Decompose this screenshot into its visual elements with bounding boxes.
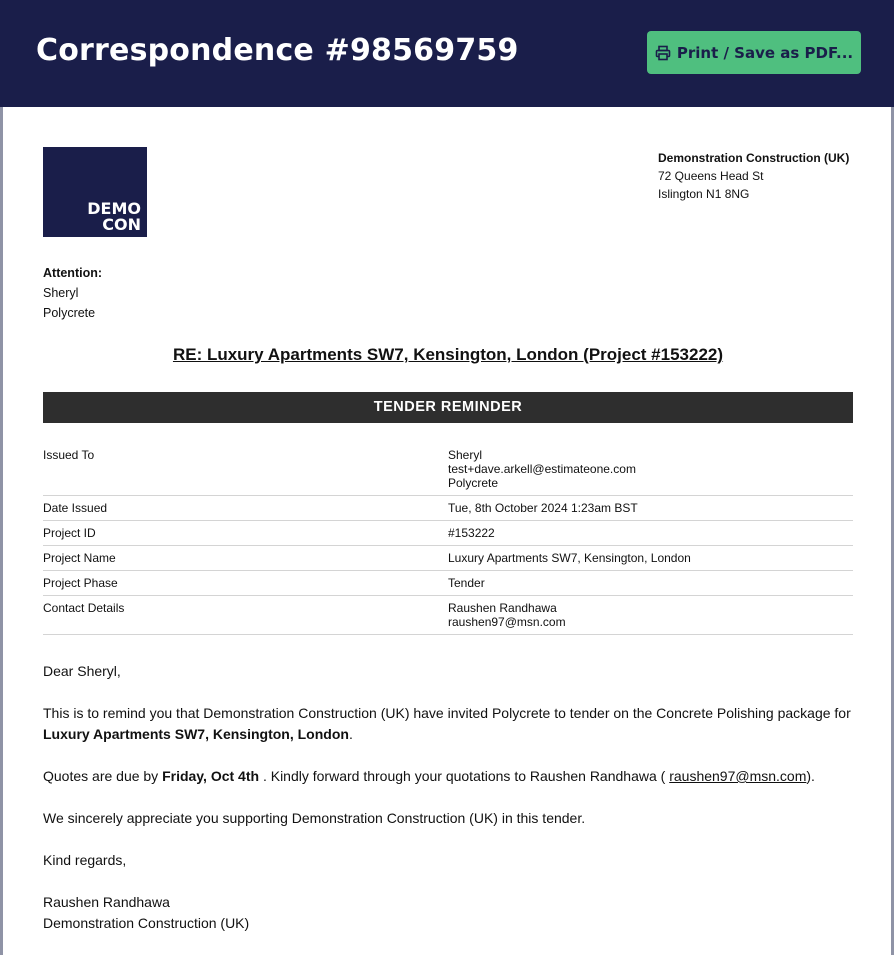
p2-mid: . Kindly forward through your quotations to Raushen Randhawa ( xyxy=(259,768,670,784)
detail-label: Issued To xyxy=(43,443,448,496)
detail-value: Tender xyxy=(448,571,853,596)
detail-value: Tue, 8th October 2024 1:23am BST xyxy=(448,496,853,521)
contact-email: raushen97@msn.com xyxy=(448,615,566,629)
signature-company: Demonstration Construction (UK) xyxy=(43,915,250,931)
issued-to-email: test+dave.arkell@estimateone.com xyxy=(448,462,636,476)
detail-label: Project ID xyxy=(43,521,448,546)
letter-paragraph-3: We sincerely appreciate you supporting Demonstration Construction (UK) in this tender. xyxy=(43,810,586,826)
contact-name: Raushen Randhawa xyxy=(448,601,557,615)
table-row xyxy=(43,571,853,596)
tender-reminder-banner: TENDER REMINDER xyxy=(43,392,853,423)
detail-value: Luxury Apartments SW7, Kensington, London xyxy=(448,546,853,571)
detail-label: Contact Details xyxy=(43,596,448,635)
greeting: Dear Sheryl, xyxy=(43,663,121,679)
detail-value xyxy=(448,596,853,635)
detail-label: Project Phase xyxy=(43,571,448,596)
table-row xyxy=(43,521,853,546)
print-button[interactable] xyxy=(647,31,861,74)
attention-label: Attention: xyxy=(43,266,103,280)
p1-project: Luxury Apartments SW7, Kensington, London xyxy=(43,726,349,742)
detail-label: Date Issued xyxy=(43,496,448,521)
printer-icon xyxy=(655,45,671,61)
details-table xyxy=(43,443,853,635)
p2-end: ). xyxy=(806,768,815,784)
company-logo xyxy=(43,147,147,237)
letter-paragraph-2 xyxy=(43,766,855,787)
company-address-line-1: 72 Queens Head St xyxy=(658,169,764,183)
signature xyxy=(43,892,855,934)
table-row xyxy=(43,443,853,496)
attention-company: Polycrete xyxy=(43,306,96,320)
company-name: Demonstration Construction (UK) xyxy=(658,151,850,165)
company-address xyxy=(658,149,849,203)
logo-line-1: DEMO xyxy=(87,199,141,218)
detail-value xyxy=(448,443,853,496)
correspondence-document xyxy=(3,107,891,955)
logo-line-2: CON xyxy=(102,215,141,234)
attention-name: Sheryl xyxy=(43,286,79,300)
attention-block xyxy=(43,263,102,323)
subject-line: RE: Luxury Apartments SW7, Kensington, London (Project #153222) xyxy=(172,345,724,364)
p2-pre: Quotes are due by xyxy=(43,768,163,784)
p1-end: . xyxy=(348,726,353,742)
table-row xyxy=(43,546,853,571)
detail-value: #153222 xyxy=(448,521,853,546)
table-row xyxy=(43,496,853,521)
issued-to-company: Polycrete xyxy=(448,476,499,490)
issued-to-name: Sheryl xyxy=(448,448,483,462)
contact-email-link[interactable]: raushen97@msn.com xyxy=(669,768,807,784)
letter-paragraph-1 xyxy=(43,703,855,745)
header-bar xyxy=(0,0,894,107)
detail-label: Project Name xyxy=(43,546,448,571)
p1-text: This is to remind you that Demonstration Construction (UK) have invited Polycrete to tender on the Concrete Polishing package for xyxy=(43,705,851,721)
closing: Kind regards, xyxy=(43,852,127,868)
due-date: Friday, Oct 4th xyxy=(162,768,260,784)
page-title: Correspondence #98569759 xyxy=(36,33,519,68)
signature-name: Raushen Randhawa xyxy=(43,894,170,910)
company-address-line-2: Islington N1 8NG xyxy=(658,187,750,201)
print-button-label: Print / Save as PDF... xyxy=(676,43,854,62)
letter-body xyxy=(43,661,855,934)
table-row xyxy=(43,596,853,635)
